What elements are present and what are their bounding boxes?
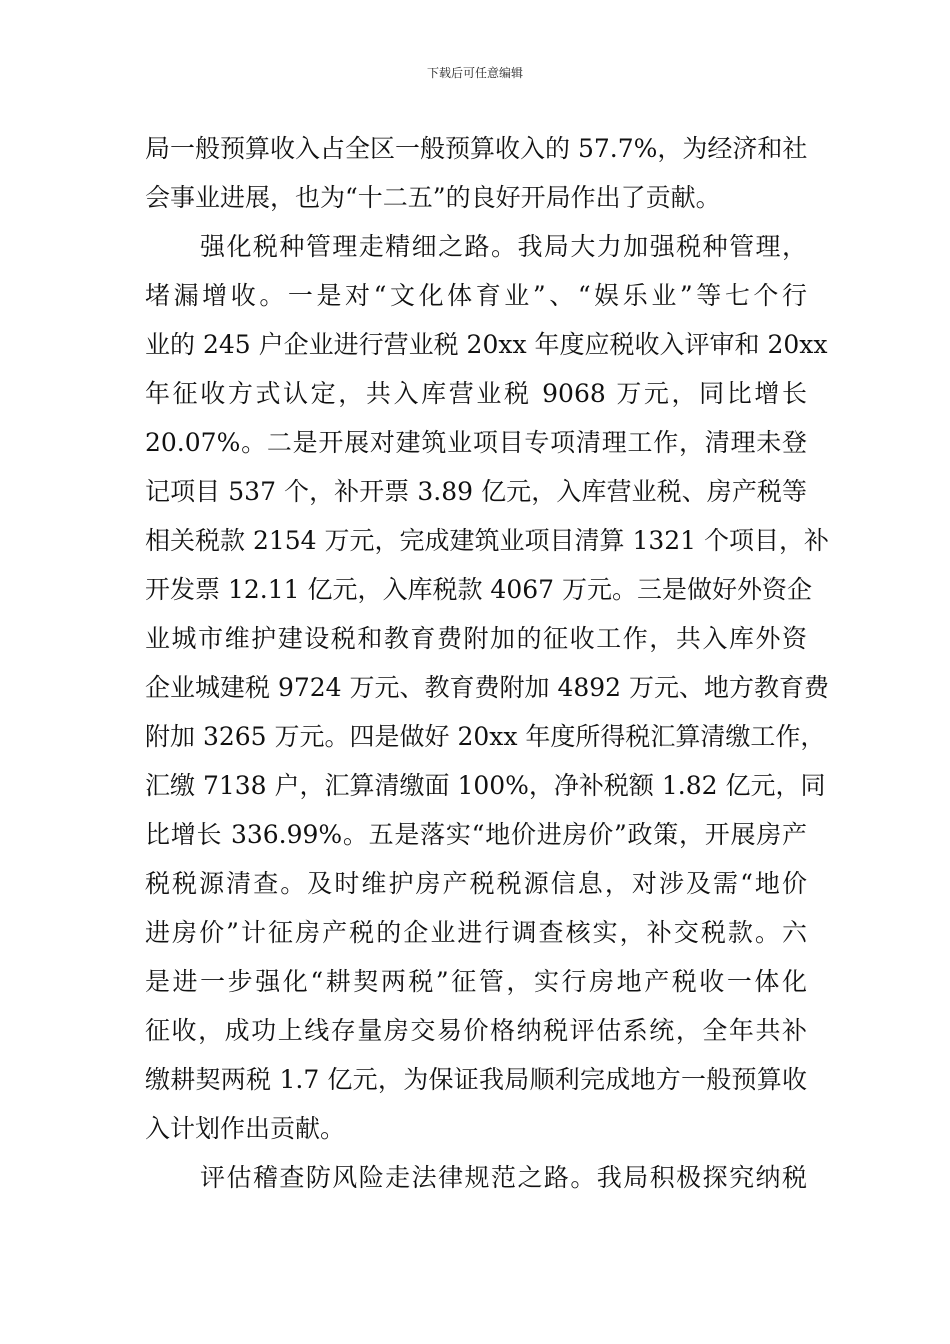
text-line: 堵漏增收。一是对“文化体育业”、“娱乐业”等七个行 [145,281,807,310]
text-line: 评估稽查防风险走法律规范之路。我局积极探究纳税 [200,1163,807,1192]
paragraph [145,222,830,1153]
text-line: 税税源清查。及时维护房产税税源信息，对涉及需“地价 [145,869,807,898]
paragraph [145,124,807,222]
text-line: 会事业进展，也为“十二五”的良好开局作出了贡献。 [145,183,721,212]
document-body [145,124,830,1202]
text-line: 强化税种管理走精细之路。我局大力加强税种管理， [200,232,807,261]
paragraph [145,1153,807,1202]
text-line: 业的 245 户企业进行营业税 20xx 年度应税收入评审和 20xx [145,330,828,359]
text-line: 记项目 537 个，补开票 3.89 亿元，入库营业税、房产税等 [145,477,807,506]
text-line: 局一般预算收入占全区一般预算收入的 57.7%，为经济和社 [145,134,808,163]
page-header: 下载后可任意编辑 [426,66,523,80]
text-line: 业城市维护建设税和教育费附加的征收工作，共入库外资 [145,624,807,653]
text-line: 年征收方式认定，共入库营业税 9068 万元，同比增长 [145,379,807,408]
text-line: 缴耕契两税 1.7 亿元，为保证我局顺利完成地方一般预算收 [145,1065,807,1094]
text-line: 20.07%。二是开展对建筑业项目专项清理工作，清理未登 [145,428,807,457]
text-line: 附加 3265 万元。四是做好 20xx 年度所得税汇算清缴工作， [145,722,826,751]
text-line: 比增长 336.99%。五是落实“地价进房价”政策，开展房产 [145,820,807,849]
text-line: 相关税款 2154 万元，完成建筑业项目清算 1321 个项目，补 [145,526,830,555]
text-line: 开发票 12.11 亿元，入库税款 4067 万元。三是做好外资企 [145,575,812,604]
text-line: 征收，成功上线存量房交易价格纳税评估系统，全年共补 [145,1016,807,1045]
text-line: 汇缴 7138 户，汇算清缴面 100%，净补税额 1.82 亿元，同 [145,771,826,800]
text-line: 进房价”计征房产税的企业进行调查核实，补交税款。六 [145,918,807,947]
text-line: 入计划作出贡献。 [145,1114,346,1143]
text-line: 企业城建税 9724 万元、教育费附加 4892 万元、地方教育费 [145,673,830,702]
text-line: 是进一步强化“耕契两税”征管，实行房地产税收一体化 [145,967,807,996]
